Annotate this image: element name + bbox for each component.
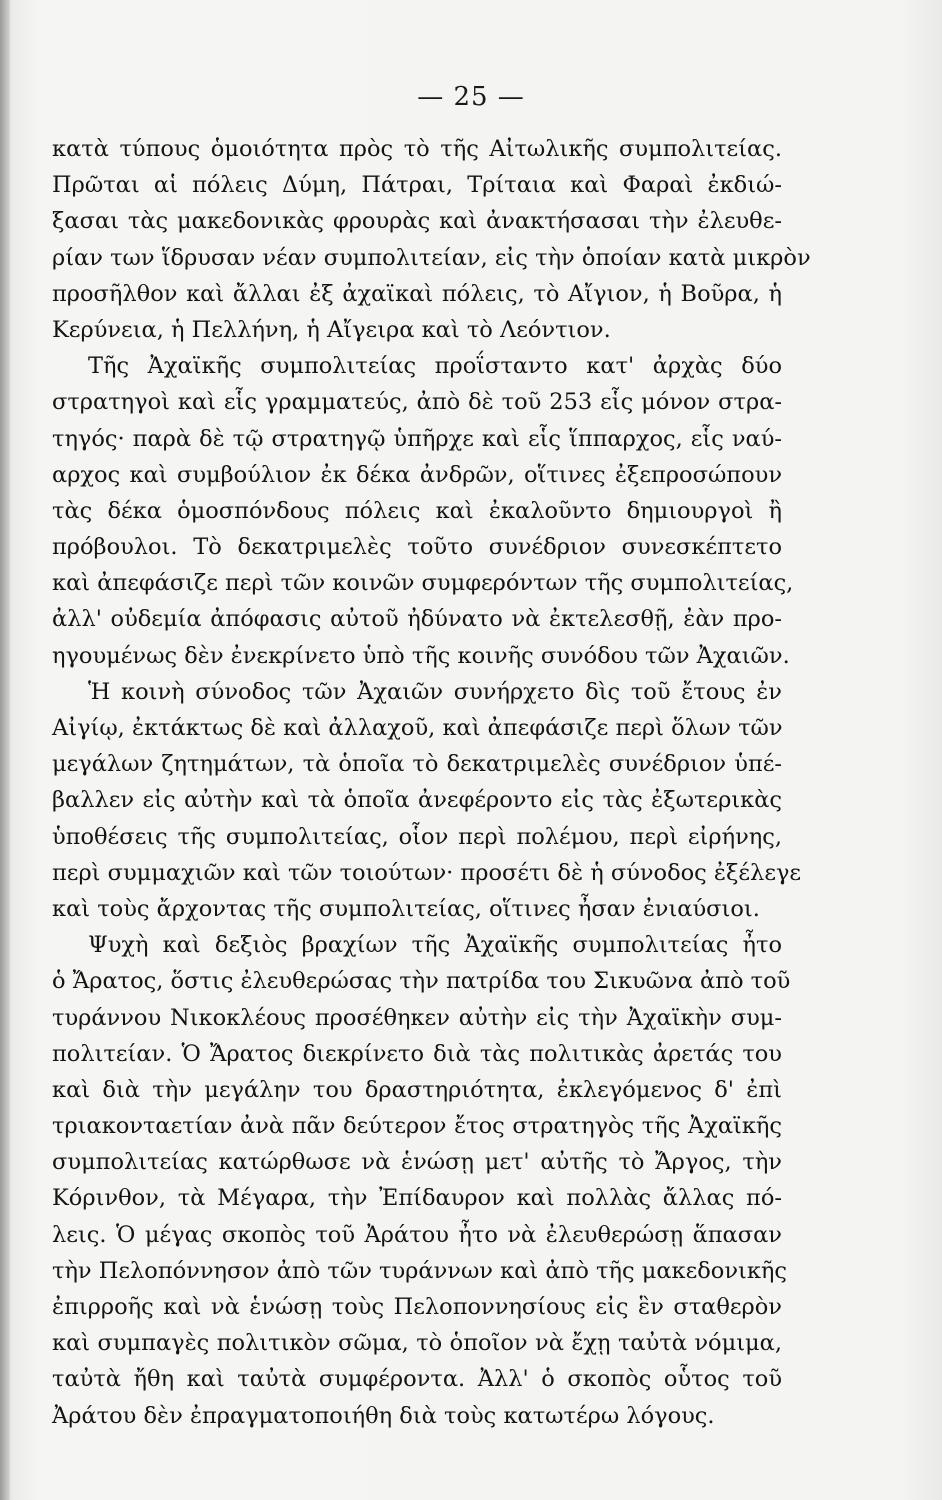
text-line: μεγάλων ζητημάτων, τὰ ὁποῖα τὸ δεκατριμελὲς συνέδριον ὑπέ- — [52, 751, 782, 778]
text-line: τυράννου Νικοκλέους προσέθηκεν αὐτὴν εἰς τὴν Ἀχαϊκὴν συμ- — [52, 1004, 782, 1031]
text-line: Πρῶται αἱ πόλεις Δύμη, Πάτραι, Τρίταια καὶ Φαραὶ ἐκδιώ- — [52, 172, 782, 199]
text-line: προσῆλθον καὶ ἄλλαι ἐξ ἀχαϊκαὶ πόλεις, τὸ Αἴγιον, ἡ Βοῦρα, ἡ — [52, 280, 782, 307]
text-line: Κόρινθον, τὰ Μέγαρα, τὴν Ἐπίδαυρον καὶ πολλὰς ἄλλας πό- — [52, 1185, 782, 1212]
text-line: αρχος καὶ συμβούλιον ἐκ δέκα ἀνδρῶν, οἵτινες ἐξεπροσώπουν — [52, 461, 782, 488]
text-line: καὶ συμπαγὲς πολιτικὸν σῶμα, τὸ ὁποῖον νὰ ἔχῃ ταὐτὰ νόμιμα, — [52, 1330, 782, 1357]
text-line: Αἰγίῳ, ἐκτάκτως δὲ καὶ ἀλλαχοῦ, καὶ ἀπεφάσιζε περὶ ὅλων τῶν — [52, 715, 783, 741]
text-line: πολιτείαν. Ὁ Ἄρατος διεκρίνετο διὰ τὰς πολιτικὰς ἀρετάς του — [52, 1040, 782, 1067]
text-line: κατὰ τύπους ὁμοιότητα πρὸς τὸ τῆς Αἰτωλικῆς συμπολιτείας. — [52, 136, 782, 162]
body-text — [52, 131, 811, 1434]
text-line: τὰς δέκα ὁμοσπόνδους πόλεις καὶ ἐκαλοῦντο δημιουργοὶ ἢ — [52, 497, 782, 524]
page-spine-shadow — [0, 0, 10, 1500]
page-number: — 25 — — [417, 82, 525, 112]
text-line: καὶ τοὺς ἄρχοντας τῆς συμπολιτείας, οἵτινες ἦσαν ἐνιαύσιοι. — [52, 895, 760, 922]
text-line: βαλλεν εἰς αὐτὴν καὶ τὰ ὁποῖα ἀνεφέροντο εἰς τὰς ἐξωτερικὰς — [52, 787, 782, 814]
text-line: Τῆς Ἀχαϊκῆς συμπολιτείας προΐσταντο κατ' ἀρχὰς δύο — [88, 353, 782, 380]
text-line: ρίαν των ἵδρυσαν νέαν συμπολιτείαν, εἰς τὴν ὁποίαν κατὰ μικρὸν — [52, 244, 811, 271]
text-line: λεις. Ὁ μέγας σκοπὸς τοῦ Ἀράτου ἦτο νὰ ἐλευθερώσῃ ἅπασαν — [52, 1221, 782, 1248]
text-line: καὶ ἀπεφάσιζε περὶ τῶν κοινῶν συμφερόντων τῆς συμπολιτείας, — [52, 570, 794, 597]
text-line: ηγουμένως δὲν ἐνεκρίνετο ὑπὸ τῆς κοινῆς συνόδου τῶν Ἀχαιῶν. — [52, 642, 790, 669]
text-line: πρόβουλοι. Τὸ δεκατριμελὲς τοῦτο συνέδριον συνεσκέπτετο — [52, 534, 782, 561]
text-line: ἀλλ' οὐδεμία ἀπόφασις αὐτοῦ ἠδύνατο νὰ ἐκτελεσθῇ, ἐὰν προ- — [52, 606, 782, 633]
text-line: συμπολιτείας κατώρθωσε νὰ ἑνώσῃ μετ' αὐτῆς τὸ Ἄργος, τὴν — [52, 1149, 782, 1176]
text-line: στρατηγοὶ καὶ εἷς γραμματεύς, ἀπὸ δὲ τοῦ 253 εἷς μόνον στρα- — [52, 389, 782, 416]
text-line: τηγός· παρὰ δὲ τῷ στρατηγῷ ὑπῆρχε καὶ εἷς ἵππαρχος, εἷς ναύ- — [52, 425, 782, 452]
text-line: ξασαι τὰς μακεδονικὰς φρουρὰς καὶ ἀνακτήσασαι τὴν ἐλευθε- — [52, 208, 782, 235]
text-line: τριακονταετίαν ἀνὰ πᾶν δεύτερον ἔτος στρατηγὸς τῆς Ἀχαϊκῆς — [52, 1113, 782, 1140]
text-line: Ἀράτου δὲν ἐπραγματοποιήθη διὰ τοὺς κατωτέρω λόγους. — [52, 1402, 715, 1429]
text-line: τὴν Πελοπόννησον ἀπὸ τῶν τυράννων καὶ ἀπὸ τῆς μακεδονικῆς — [52, 1257, 787, 1284]
text-line: περὶ συμμαχιῶν καὶ τῶν τοιούτων· προσέτι δὲ ἡ σύνοδος ἐξέλεγε — [52, 859, 802, 886]
text-line: ὁ Ἄρατος, ὅστις ἐλευθερώσας τὴν πατρίδα του Σικυῶνα ἀπὸ τοῦ — [52, 968, 791, 995]
text-line: Ἡ κοινὴ σύνοδος τῶν Ἀχαιῶν συνήρχετο δὶς τοῦ ἔτους ἐν — [88, 678, 782, 705]
text-line: καὶ διὰ τὴν μεγάλην του δραστηριότητα, ἐκλεγόμενος δ' ἐπὶ — [52, 1076, 782, 1103]
text-line: ὑποθέσεις τῆς συμπολιτείας, οἷον περὶ πολέμου, περὶ εἰρήνης, — [52, 823, 782, 850]
text-line: ταὐτὰ ἤθη καὶ ταὐτὰ συμφέροντα. Ἀλλ' ὁ σκοπὸς οὗτος τοῦ — [52, 1366, 782, 1393]
text-line: Ψυχὴ καὶ δεξιὸς βραχίων τῆς Ἀχαϊκῆς συμπολιτείας ἦτο — [88, 932, 782, 959]
text-line: Κερύνεια, ἡ Πελλήνη, ἡ Αἴγειρα καὶ τὸ Λεόντιον. — [52, 316, 611, 343]
text-line: ἐπιρροῆς καὶ νὰ ἑνώσῃ τοὺς Πελοποννησίους εἰς ἓν σταθερὸν — [52, 1294, 782, 1320]
